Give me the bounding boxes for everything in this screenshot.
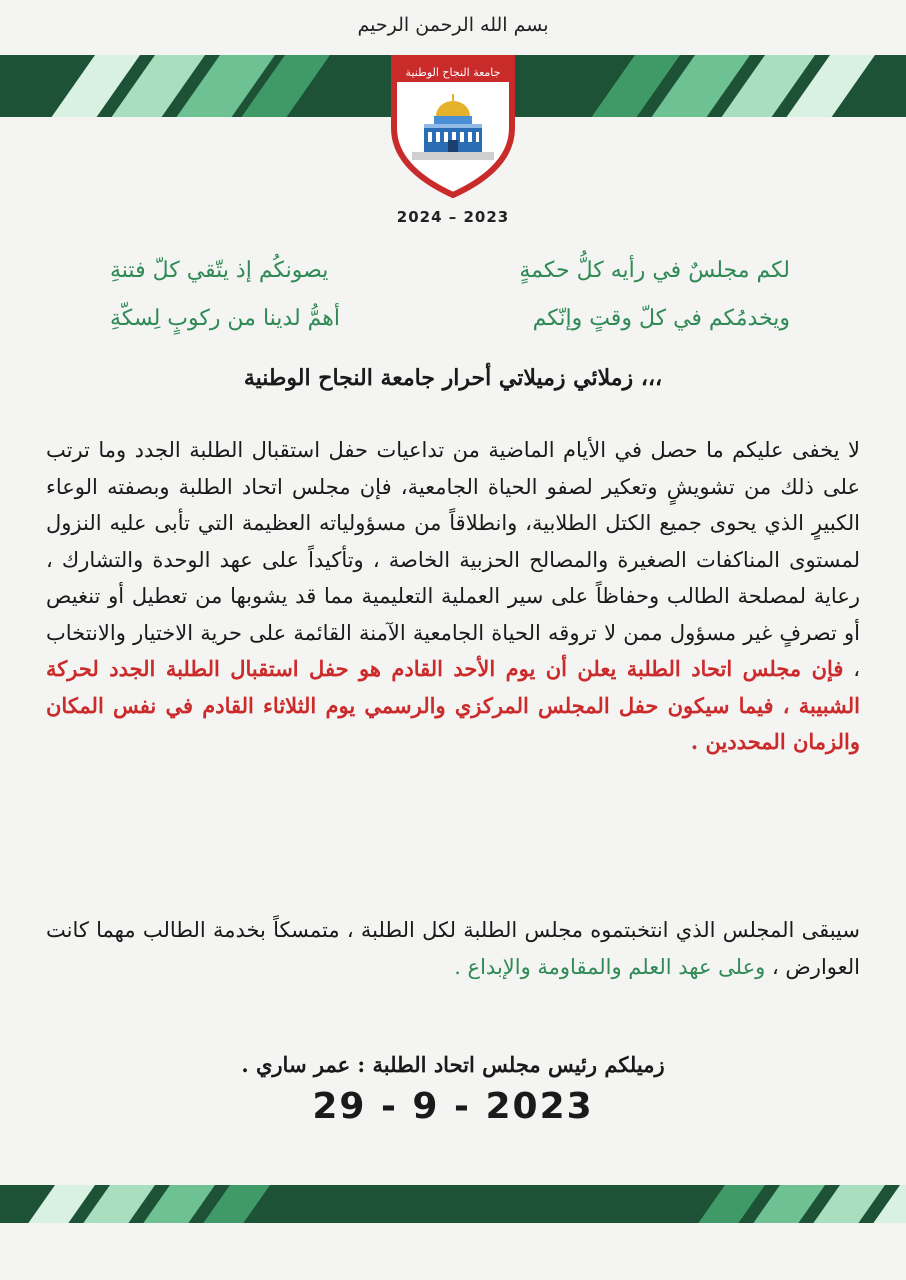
closing-motto: وعلى عهد العلم والمقاومة والإبداع . — [454, 954, 766, 979]
closing-paragraph — [46, 912, 860, 985]
poem-verse-1 — [110, 258, 790, 283]
bottom-banner — [0, 1185, 906, 1223]
statement-paragraph: لا يخفى عليكم ما حصل في الأيام الماضية من تداعيات حفل استقبال الطلبة الجدد وما ترتب على ذلك من تشويشٍ وتعكير لصفو الحياة الجامعية، فإن مجلس اتحاد الطلبة وبصفته الوعاء الكبيرٍ الذي يحوى جميع الكتل الطلابية، وانطلاقاً من مسؤولياته العظيمة التي تأبى عليه النزول لمستوى المناكفات الصغيرة والمصالح الحزبية الخاصة ، وتأكيداً على عهد الوحدة والتشارك ، رعاية لمصلحة الطالب وحفاظاً على سير العملية التعليمية مما قد يشوبها من تعطيل أو تنغيص أو تصرفٍ غير مسؤول ممن لا تروقه الحياة الجامعية الآمنة القائمة على حرية الاختيار والانتخاب ، — [46, 438, 861, 681]
poem-hemistich: ويخدمُكم في كلّ وقتٍ وإنّكم — [532, 306, 790, 331]
statement-body — [46, 432, 860, 761]
closing-text: سيبقى المجلس الذي انتخبتموه مجلس الطلبة لكل الطلبة ، متمسكاً بخدمة الطالب مهما كانت العوارض ، — [46, 918, 860, 979]
basmala: بسم الله الرحمن الرحيم — [357, 14, 549, 36]
poem-hemistich: لكم مجلسٌ في رأيه كلُّ حكمةٍ — [519, 258, 790, 283]
logo-text: جامعة النجاح الوطنية — [405, 66, 501, 79]
university-logo — [388, 50, 518, 198]
poem-verse-2 — [110, 306, 790, 331]
academic-year: 2024 – 2023 — [396, 208, 510, 226]
poem-hemistich: أهمُّ لدينا من ركوبٍ لِسكّةِ — [110, 306, 341, 331]
date: 29 - 9 - 2023 — [312, 1086, 594, 1127]
announcement-highlight: فإن مجلس اتحاد الطلبة يعلن أن يوم الأحد القادم هو حفل استقبال الطلبة الجدد لحركة الشبيبة ، فيما سيكون حفل المجلس المركزي والرسمي يوم الثلاثاء القادم في نفس المكان والزمان المحددين . — [46, 656, 860, 754]
greeting: زملائي زميلاتي أحرار جامعة النجاح الوطنية ،،، — [243, 365, 663, 391]
signature: زميلكم رئيس مجلس اتحاد الطلبة : عمر ساري . — [241, 1052, 665, 1077]
poem-hemistich: يصونكُم إذ يتّقي كلّ فتنةِ — [110, 258, 329, 283]
